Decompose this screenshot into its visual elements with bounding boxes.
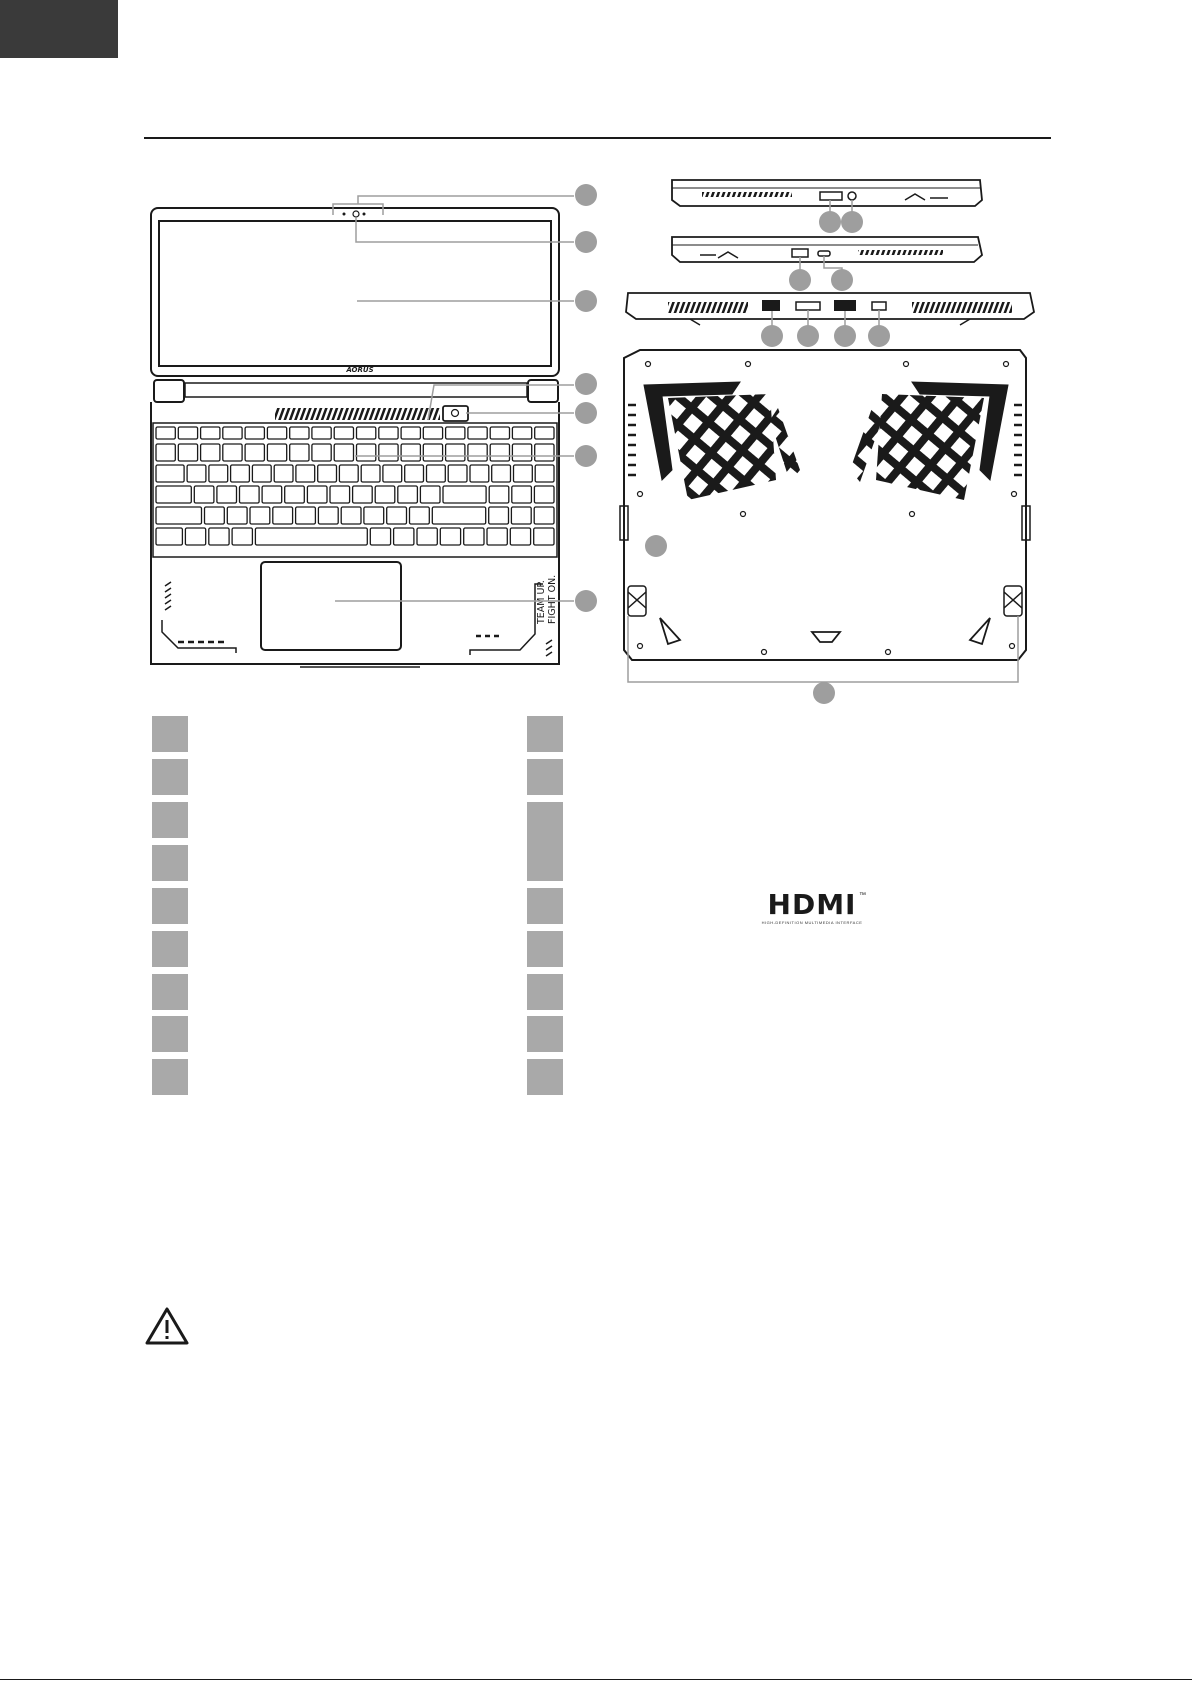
keyboard-key: [209, 465, 228, 482]
keyboard-key: [273, 507, 293, 524]
rear-view-markers: [761, 325, 890, 347]
legend-number-box: [152, 845, 188, 881]
keyboard-key: [156, 465, 184, 482]
legend-number-box: [152, 759, 188, 795]
callout-marker: [575, 373, 597, 395]
keyboard-key: [468, 444, 487, 461]
keyboard-key: [357, 444, 376, 461]
keyboard-key: [427, 465, 446, 482]
legend-number-box: [527, 759, 563, 795]
keyboard-key: [240, 486, 260, 503]
keyboard-key: [339, 465, 358, 482]
keyboard-key: [312, 444, 331, 461]
keyboard-key: [417, 528, 437, 545]
keyboard-key: [156, 507, 202, 524]
hdmi-logo: [752, 888, 872, 926]
keyboard-key: [357, 427, 376, 439]
keyboard-key: [489, 507, 509, 524]
keyboard-key: [361, 465, 380, 482]
keyboard-key: [178, 427, 197, 439]
keyboard-key: [217, 486, 237, 503]
keyboard-key: [252, 465, 271, 482]
legend-number-box: [527, 716, 563, 752]
keyboard-key: [205, 507, 225, 524]
laptop-top-view: [151, 208, 559, 667]
hdmi-logo-subtitle: HIGH-DEFINITION MULTIMEDIA INTERFACE: [761, 920, 863, 925]
keyboard-key: [534, 486, 554, 503]
keyboard-key: [534, 507, 554, 524]
keyboard-key: [194, 486, 214, 503]
keyboard-key: [201, 444, 220, 461]
laptop-base: [151, 402, 559, 664]
callout-marker: [841, 211, 863, 233]
keyboard-key: [379, 427, 398, 439]
palmrest-slogan-line2: FIGHT ON.: [547, 574, 558, 624]
keyboard-key: [353, 486, 373, 503]
keyboard-key: [187, 465, 206, 482]
legend-number-box: [527, 931, 563, 967]
keyboard-key: [490, 427, 509, 439]
keyboard-key: [178, 444, 197, 461]
keyboard-key: [512, 486, 532, 503]
callout-marker: [575, 184, 597, 206]
touchpad: [261, 562, 401, 650]
keyboard-key: [375, 486, 395, 503]
keyboard-key: [448, 465, 467, 482]
keyboard-key: [267, 427, 286, 439]
keyboard-key: [231, 465, 250, 482]
keyboard-key: [401, 444, 420, 461]
right-side-view: [672, 237, 982, 262]
callout-marker: [797, 325, 819, 347]
keyboard-key: [489, 486, 509, 503]
legend-number-box: [527, 974, 563, 1010]
keyboard-key: [440, 528, 460, 545]
keyboard-key: [432, 507, 485, 524]
keyboard-key: [330, 486, 350, 503]
keyboard-key: [370, 528, 390, 545]
keyboard-key: [443, 486, 486, 503]
keyboard-key: [245, 427, 264, 439]
keyboard-key: [394, 528, 414, 545]
legend-number-box: [152, 1016, 188, 1052]
top-view-callouts: [333, 196, 574, 601]
keyboard-key: [490, 444, 509, 461]
legend-number-box: [152, 931, 188, 967]
keyboard-key: [156, 528, 182, 545]
keyboard-key: [227, 507, 247, 524]
legend-number-box: [527, 1059, 563, 1095]
keyboard-key: [364, 507, 384, 524]
keyboard-key: [285, 486, 305, 503]
keyboard-key: [318, 507, 338, 524]
keyboard-key: [398, 486, 418, 503]
keyboard-key: [334, 427, 353, 439]
legend-number-box: [527, 1016, 563, 1052]
palmrest-slogan-line1: TEAM UP.: [536, 580, 547, 624]
left-side-view: [672, 180, 982, 206]
keyboard-key: [379, 444, 398, 461]
webcam-lens: [353, 211, 359, 217]
keyboard-key: [296, 507, 316, 524]
legend-number-box: [152, 716, 188, 752]
keyboard-key: [512, 427, 531, 439]
keyboard-key: [535, 427, 554, 439]
rear-view: [626, 293, 1034, 325]
keyboard-keys: [156, 427, 554, 545]
keyboard-key: [201, 427, 220, 439]
keyboard-key: [290, 427, 309, 439]
bottom-view-callouts: [628, 616, 1018, 690]
callout-marker: [575, 402, 597, 424]
callout-marker: [575, 290, 597, 312]
legend-number-box: [152, 974, 188, 1010]
callout-marker: [761, 325, 783, 347]
keyboard-key: [534, 528, 554, 545]
keyboard-key: [446, 444, 465, 461]
keyboard-key: [296, 465, 315, 482]
keyboard-key: [405, 465, 424, 482]
mic-left: [343, 213, 345, 215]
callout-marker: [834, 325, 856, 347]
keyboard-key: [156, 444, 175, 461]
keyboard-key: [223, 427, 242, 439]
keyboard-key: [464, 528, 484, 545]
keyboard-key: [267, 444, 286, 461]
keyboard-key: [290, 444, 309, 461]
keyboard-key: [250, 507, 270, 524]
keyboard-key: [423, 427, 442, 439]
keyboard-key: [511, 507, 531, 524]
hdmi-logo-word: HDMI: [767, 888, 857, 921]
hinge-right: [528, 380, 558, 402]
keyboard-key: [420, 486, 440, 503]
warning-triangle-icon: [144, 1306, 190, 1346]
bottom-view-markers: [645, 535, 835, 704]
keyboard-key: [383, 465, 402, 482]
keyboard-key: [535, 444, 554, 461]
keyboard-key: [274, 465, 293, 482]
keyboard-key: [492, 465, 511, 482]
callout-marker: [831, 269, 853, 291]
keyboard-key: [334, 444, 353, 461]
mic-right: [363, 213, 365, 215]
keyboard-key: [255, 528, 367, 545]
hdmi-logo-tm: ™: [859, 892, 866, 899]
rear-view-callouts: [772, 310, 879, 330]
laptop-lid: [151, 208, 559, 376]
keyboard-key: [156, 486, 191, 503]
keyboard-key: [512, 444, 531, 461]
keyboard-key: [245, 444, 264, 461]
legend-number-box: [527, 888, 563, 924]
keyboard-key: [410, 507, 430, 524]
keyboard-key: [514, 465, 533, 482]
callout-marker: [575, 445, 597, 467]
hinge-left: [154, 380, 184, 402]
keyboard-key: [318, 465, 337, 482]
callout-marker: [813, 682, 835, 704]
legend-number-box: [152, 1059, 188, 1095]
keyboard-key: [535, 465, 554, 482]
keyboard-key: [510, 528, 530, 545]
keyboard-key: [470, 465, 489, 482]
keyboard-key: [312, 427, 331, 439]
keyboard-key: [401, 427, 420, 439]
keyboard-key: [446, 427, 465, 439]
keyboard-key: [468, 427, 487, 439]
keyboard-key: [423, 444, 442, 461]
top-view-markers: [575, 184, 597, 612]
callout-marker: [645, 535, 667, 557]
keyboard-key: [223, 444, 242, 461]
legend-number-box-tall: [527, 802, 563, 881]
keyboard-vent: [275, 408, 440, 420]
keyboard-key: [341, 507, 361, 524]
callout-marker: [789, 269, 811, 291]
keyboard-key: [307, 486, 327, 503]
power-button: [443, 406, 468, 421]
callout-marker: [575, 590, 597, 612]
keyboard-key: [232, 528, 252, 545]
keyboard-key: [185, 528, 205, 545]
bottom-view: [620, 350, 1030, 660]
legend-number-box: [152, 802, 188, 838]
lid-logo: AORUS: [346, 366, 374, 374]
footer-rule: [0, 1679, 1192, 1680]
keyboard-key: [487, 528, 507, 545]
callout-marker: [575, 231, 597, 253]
callout-marker: [819, 211, 841, 233]
keyboard-key: [156, 427, 175, 439]
keyboard-key: [262, 486, 282, 503]
keyboard-key: [209, 528, 229, 545]
callout-marker: [868, 325, 890, 347]
legend-number-box: [152, 888, 188, 924]
keyboard-key: [387, 507, 407, 524]
